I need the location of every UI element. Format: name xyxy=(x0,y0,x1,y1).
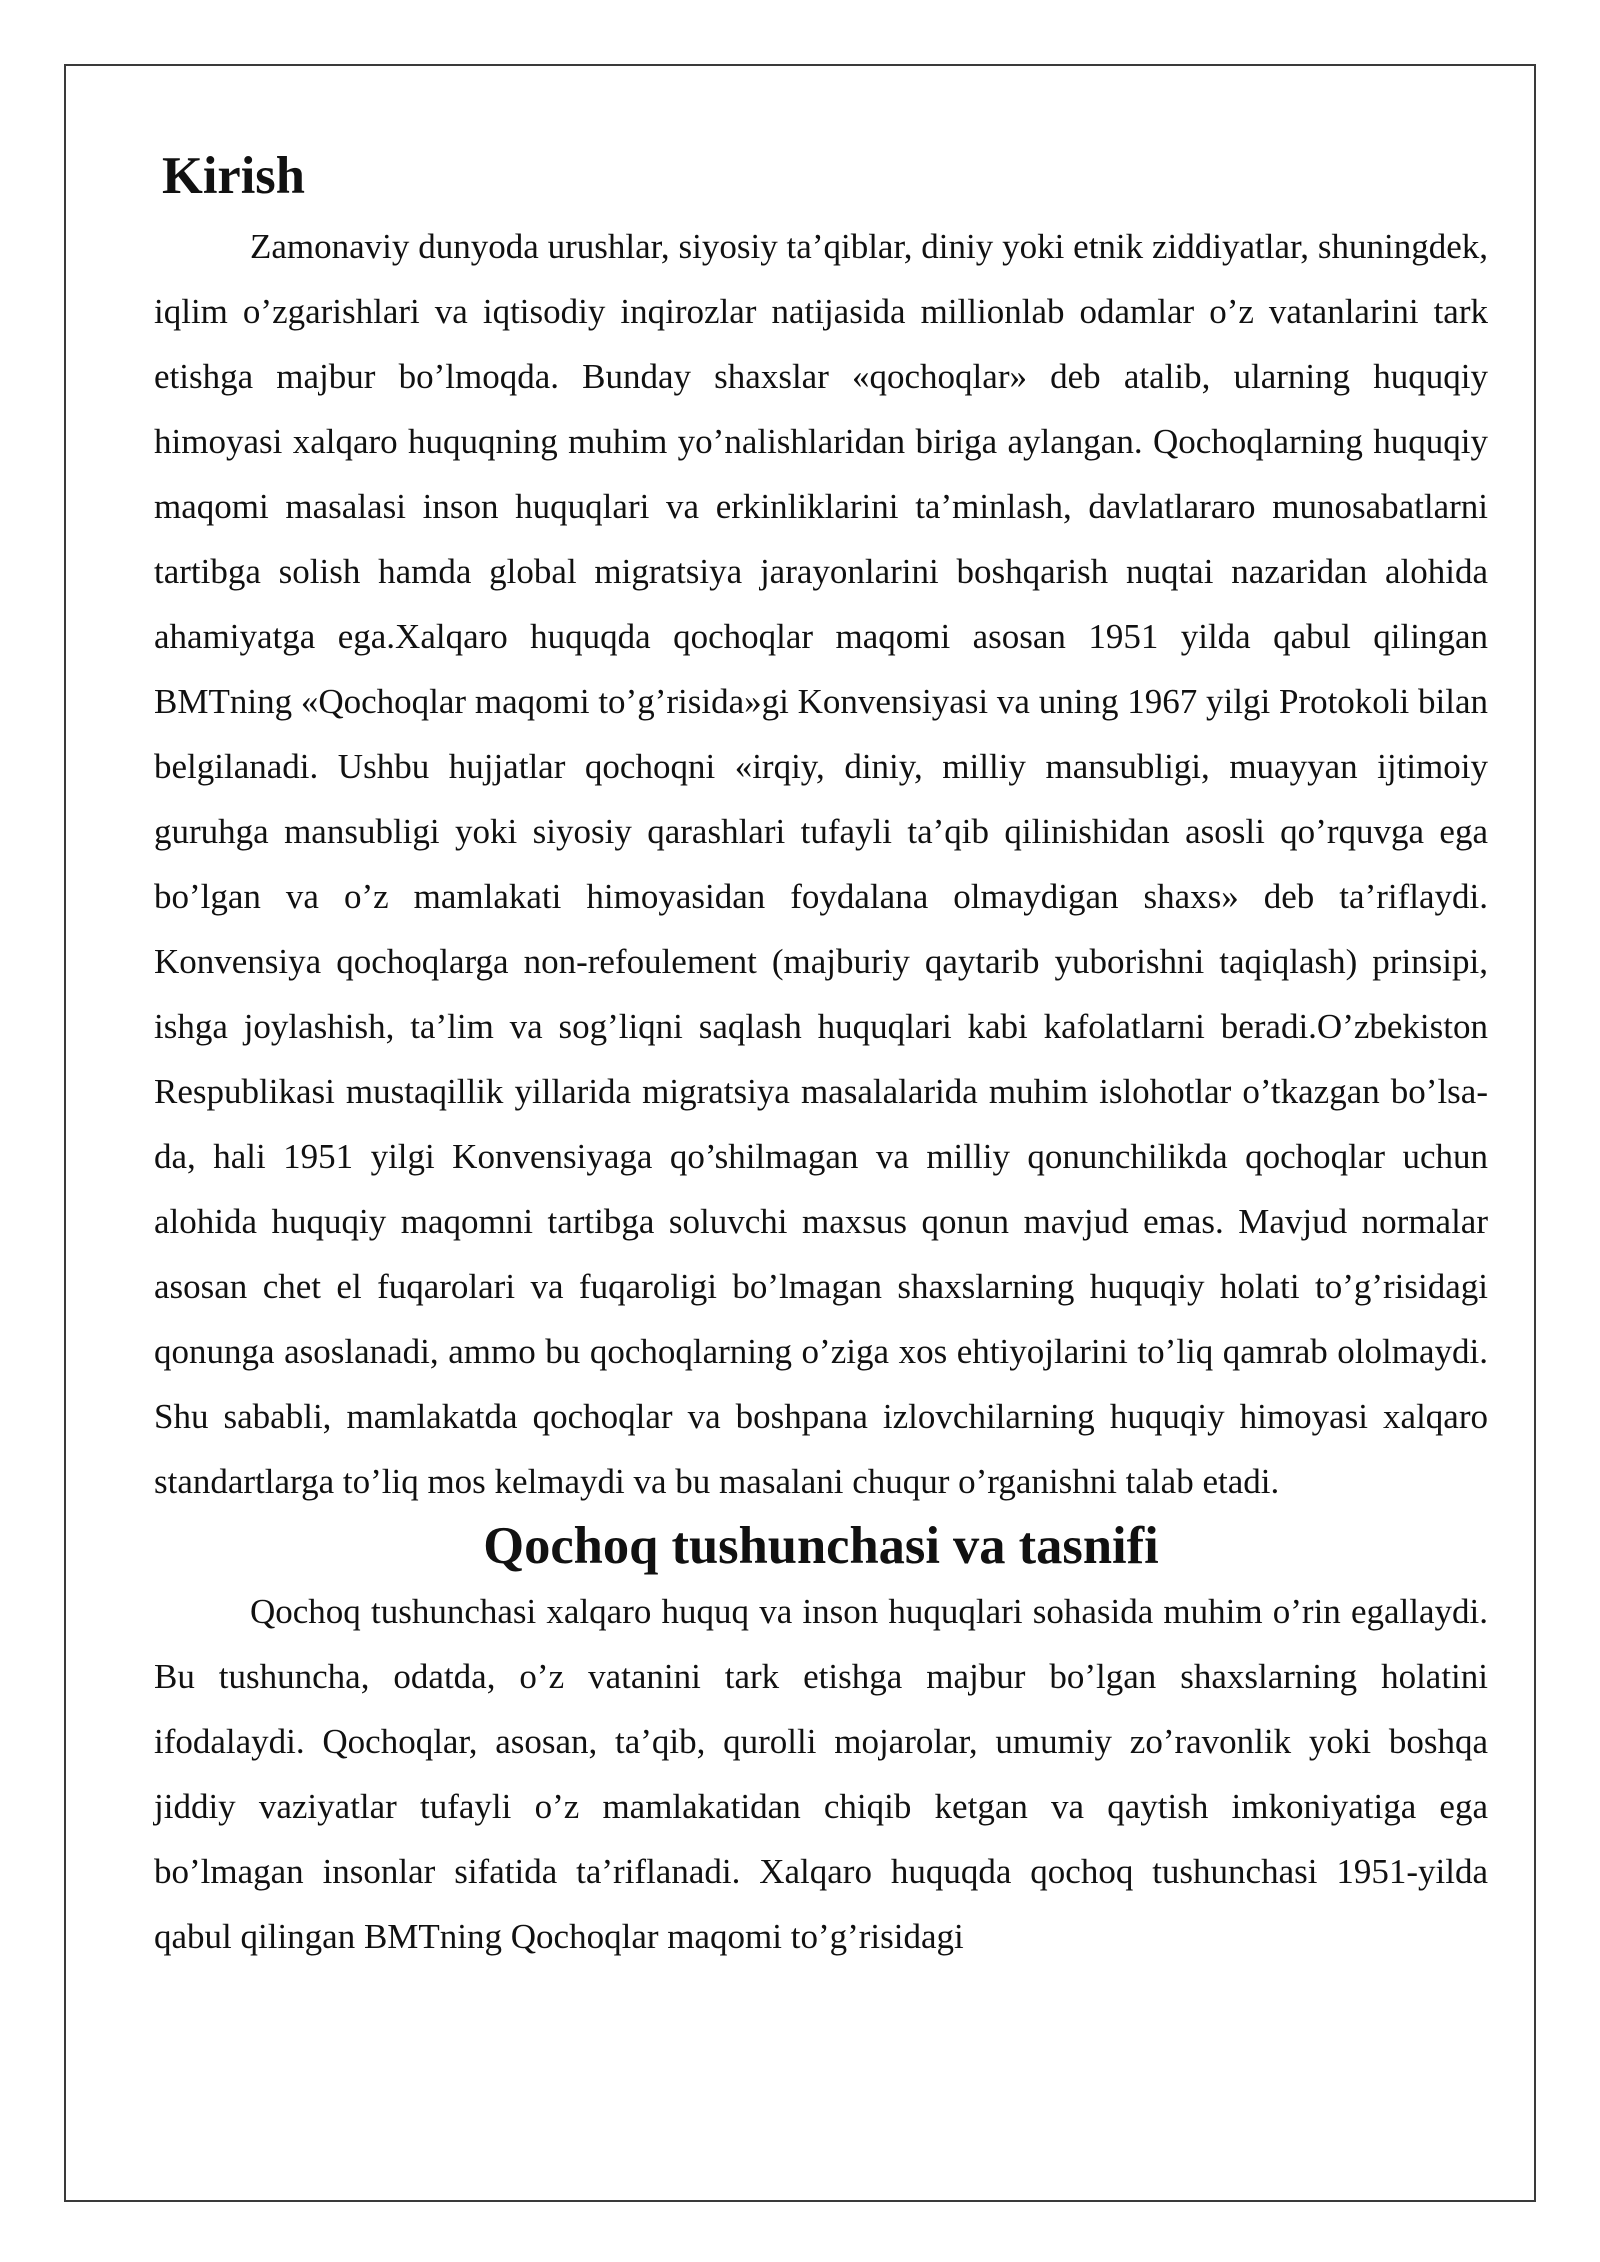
refugee-concept-paragraph: Qochoq tushunchasi xalqaro huquq va inson huquqlari sohasida muhim o’rin egallaydi. Bu tushuncha, odatda, o’z vatanini tark etishga majbur bo’lgan shaxslarning holatini ifodalaydi. Qochoqlar, asosan, ta’qib, qurolli mojarolar, umumiy zo’ravonlik yoki boshqa jiddiy vaziyatlar tufayli o’z mamlakatidan chiqib ketgan va qaytish imkoniyatiga ega bo’lmagan insonlar sifatida ta’riflanadi. Xalqaro huquqda qochoq tushunchasi 1951-yilda qabul qilingan BMTning Qochoqlar maqomi to’g’risidagi xyxy=(154,1592,1488,1956)
section-heading-introduction: Kirish xyxy=(162,147,305,205)
introduction-paragraph: Zamonaviy dunyoda urushlar, siyosiy ta’qiblar, diniy yoki etnik ziddiyatlar, shuningdek, iqlim o’zgarishlari va iqtisodiy inqirozlar natijasida millionlab odamlar o’z vatanlarini tark etishga majbur bo’lmoqda. Bunday shaxslar «qochoqlar» deb atalib, ularning huquqiy himoyasi xalqaro huquqning muhim yo’nalishlaridan biriga aylangan. Qochoqlarning huquqiy maqomi masalasi inson huquqlari va erkinliklarini ta’minlash, davlatlararo munosabatlarni tartibga solish hamda global migratsiya jarayonlarini boshqarish nuqtai nazaridan alohida ahamiyatga ega.Xalqaro huquqda qochoqlar maqomi asosan 1951 yilda qabul qilingan BMTning «Qochoqlar maqomi to’g’risida»gi Konvensiyasi va uning 1967 yilgi Protokoli bilan belgilanadi. Ushbu hujjatlar qochoqni «irqiy, diniy, milliy mansubligi, muayyan ijtimoiy guruhga mansubligi yoki siyosiy qarashlari tufayli ta’qib qilinishidan asosli qo’rquvga ega bo’lgan va o’z mamlakati himoyasidan foydalana olmaydigan shaxs» deb ta’riflaydi. Konvensiya qochoqlarga non-refoulement (majburiy qaytarib yuborishni taqiqlash) prinsipi, ishga joylashish, ta’lim va sog’liqni saqlash huquqlari kabi kafolatlarni beradi.O’zbekiston Respublikasi mustaqillik yillarida migratsiya masalalarida muhim islohotlar o’tkazgan bo’lsa-da, hali 1951 yilgi Konvensiyaga qo’shilmagan va milliy qonunchilikda qochoqlar uchun alohida huquqiy maqomni tartibga soluvchi maxsus qonun mavjud emas. Mavjud normalar asosan chet el fuqarolari va fuqaroligi bo’lmagan shaxslarning huquqiy holati to’g’risidagi qonunga asoslanadi, ammo bu qochoqlarning o’ziga xos ehtiyojlarini to’liq qamrab ololmaydi. Shu sababli, mamlakatda qochoqlar va boshpana izlovchilarning huquqiy himoyasi xalqaro standartlarga to’liq mos kelmaydi va bu masalani chuqur o’rganishni talab etadi. xyxy=(154,227,1488,1501)
section-heading-refugee-concept: Qochoq tushunchasi va tasnifi xyxy=(483,1517,1159,1575)
document-body xyxy=(154,147,1488,1969)
